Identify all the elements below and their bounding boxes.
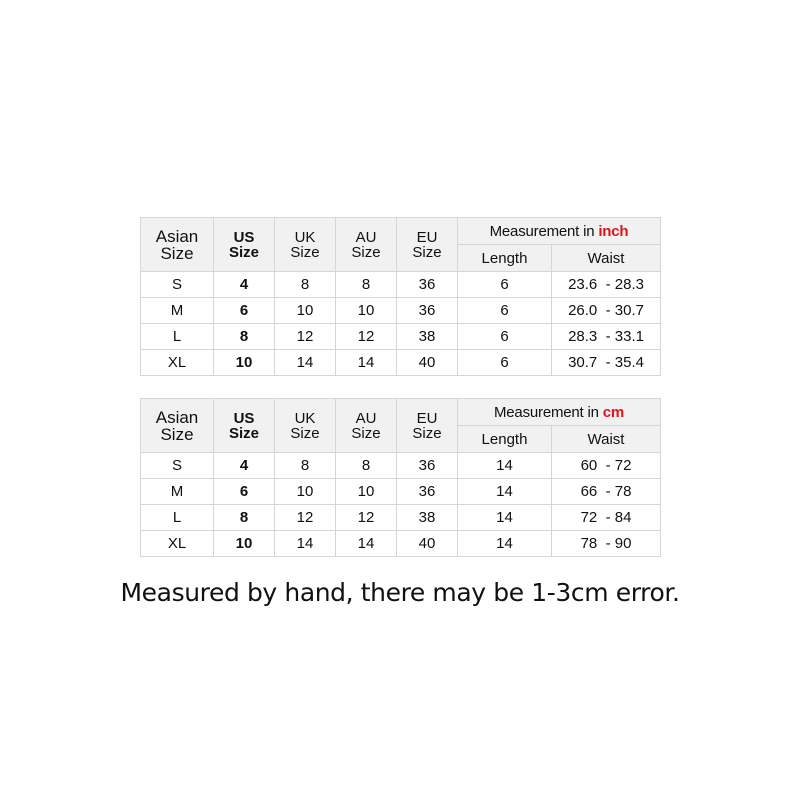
header-uk-size: UK Size [275,399,336,453]
table-row [141,324,661,350]
measurement-unit: cm [602,403,624,421]
cell-length: 6 [458,350,552,376]
size-chart-inch [140,217,661,376]
table-row [141,531,661,557]
cell-uk: 10 [275,479,336,505]
header-length: Length [458,245,552,272]
cell-asian: XL [141,531,214,557]
cell-asian: L [141,324,214,350]
cell-uk: 14 [275,531,336,557]
cell-au: 12 [336,324,397,350]
cell-asian: XL [141,350,214,376]
cell-eu: 36 [397,298,458,324]
cell-eu: 38 [397,324,458,350]
cell-asian: M [141,479,214,505]
cell-waist: 72 - 84 [552,505,661,531]
cell-us: 4 [214,272,275,298]
cell-asian: S [141,272,214,298]
cell-waist: 28.3 - 33.1 [552,324,661,350]
cell-waist: 30.7 - 35.4 [552,350,661,376]
cell-us: 6 [214,479,275,505]
cell-uk: 12 [275,324,336,350]
cell-waist: 66 - 78 [552,479,661,505]
header-us-size: US Size [214,399,275,453]
header-us-size: US Size [214,218,275,272]
cell-au: 8 [336,272,397,298]
table-row [141,505,661,531]
cell-length: 14 [458,479,552,505]
cell-au: 10 [336,479,397,505]
cell-eu: 36 [397,272,458,298]
header-length: Length [458,426,552,453]
cell-uk: 8 [275,272,336,298]
table-row [141,272,661,298]
cell-us: 8 [214,324,275,350]
header-waist: Waist [552,426,661,453]
header-eu-size: EU Size [397,399,458,453]
cell-uk: 12 [275,505,336,531]
cell-au: 14 [336,531,397,557]
header-measurement: Measurement in inch [458,218,661,245]
cell-length: 14 [458,531,552,557]
cell-length: 6 [458,272,552,298]
cell-au: 8 [336,453,397,479]
cell-us: 4 [214,453,275,479]
cell-uk: 8 [275,453,336,479]
header-waist: Waist [552,245,661,272]
cell-eu: 36 [397,453,458,479]
size-chart-cm [140,398,661,557]
measurement-unit: inch [598,222,629,240]
cell-uk: 14 [275,350,336,376]
cell-us: 6 [214,298,275,324]
header-uk-size: UK Size [275,218,336,272]
header-eu-size: EU Size [397,218,458,272]
cell-eu: 36 [397,479,458,505]
table-row [141,298,661,324]
cell-waist: 78 - 90 [552,531,661,557]
cell-au: 10 [336,298,397,324]
cell-length: 6 [458,298,552,324]
cell-au: 12 [336,505,397,531]
measurement-note: Measured by hand, there may be 1-3cm error. [120,578,680,607]
cell-length: 14 [458,505,552,531]
cell-us: 8 [214,505,275,531]
header-asian-size: Asian Size [141,399,214,453]
cell-uk: 10 [275,298,336,324]
header-asian-size: Asian Size [141,218,214,272]
table-row [141,453,661,479]
header-au-size: AU Size [336,399,397,453]
cell-us: 10 [214,350,275,376]
cell-waist: 60 - 72 [552,453,661,479]
cell-eu: 38 [397,505,458,531]
table-row [141,350,661,376]
header-measurement: Measurement in cm [458,399,661,426]
cell-asian: S [141,453,214,479]
cell-length: 6 [458,324,552,350]
cell-waist: 23.6 - 28.3 [552,272,661,298]
cell-asian: L [141,505,214,531]
cell-length: 14 [458,453,552,479]
cell-eu: 40 [397,531,458,557]
cell-eu: 40 [397,350,458,376]
cell-waist: 26.0 - 30.7 [552,298,661,324]
cell-asian: M [141,298,214,324]
cell-au: 14 [336,350,397,376]
header-au-size: AU Size [336,218,397,272]
table-row [141,479,661,505]
cell-us: 10 [214,531,275,557]
